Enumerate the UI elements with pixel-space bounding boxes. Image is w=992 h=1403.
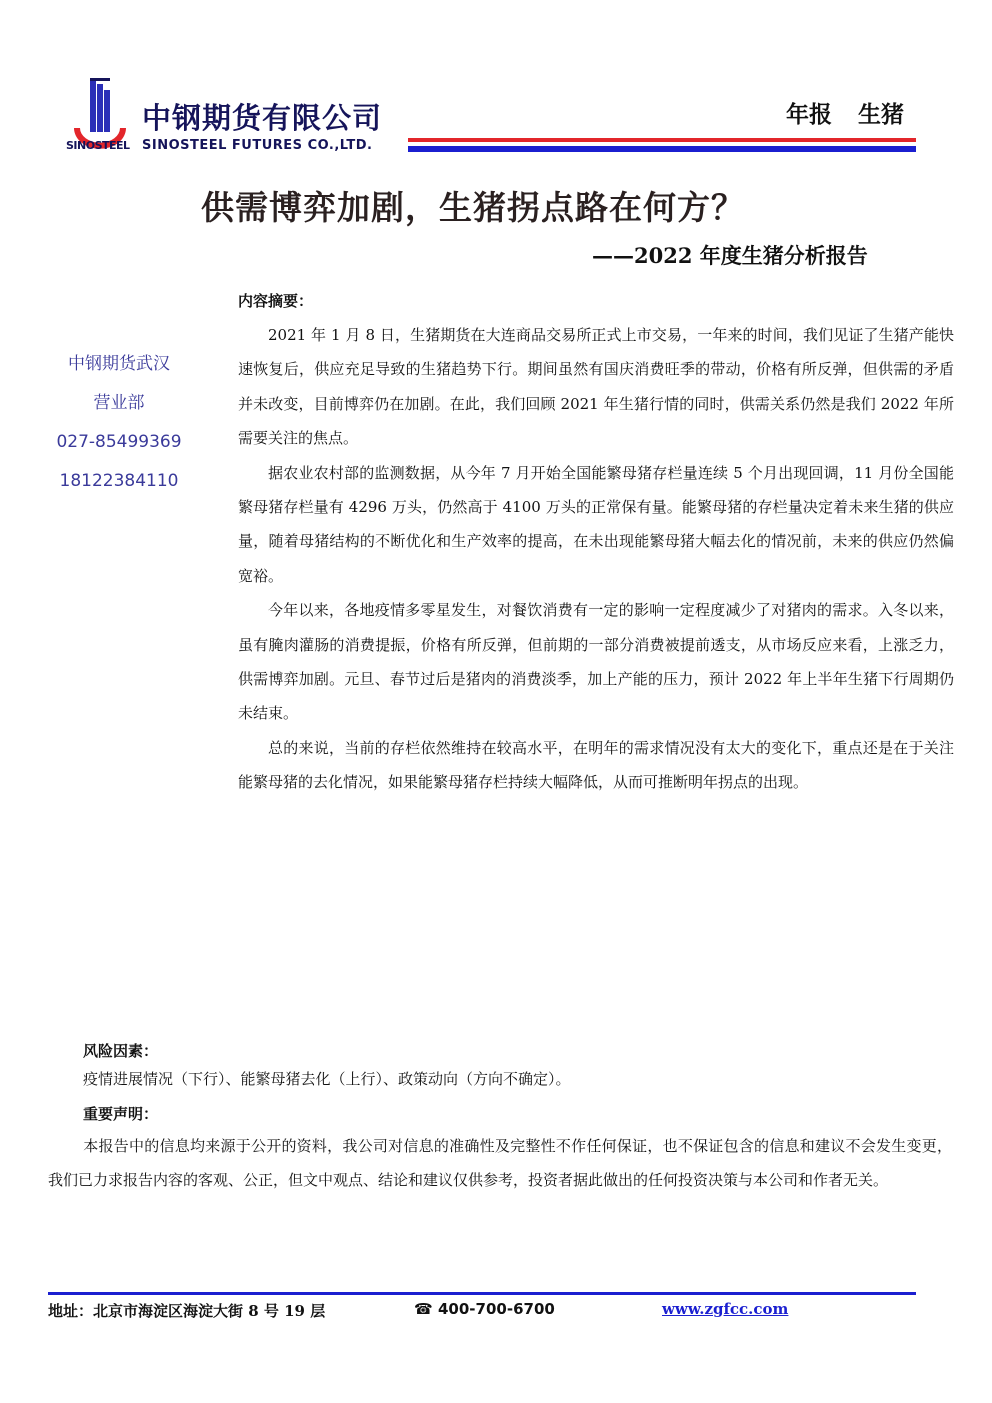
sidebar-department: 营业部 [93,393,145,413]
page-subtitle: ——2022 年度生猪分析报告 [592,243,868,268]
company-name-en: SINOSTEEL FUTURES CO.,LTD. [142,138,373,153]
notice-paragraph: 本报告中的信息均来源于公开的资料，我公司对信息的准确性及完整性不作任何保证，也不保证包含的信息和建议不会发生变更，我们已力求报告内容的客观、公正，但文中观点、结论和建议仅供参考，投资者据此做出的任何投资决策与本公司和作者无关。 [48,1137,952,1190]
risk-heading: 风险因素： [83,1042,159,1060]
abstract-paragraph: 今年以来，各地疫情多零星发生，对餐饮消费有一定的影响一定程度减少了对猪肉的需求。入冬以来，虽有腌肉灌肠的消费提振，价格有所反弹，但前期的一部分消费被提前透支，从市场反应来看，上涨乏力，供需博弈加剧。元旦、春节过后是猪肉的消费淡季，加上产能的压力，预计 2022 年上半年生猪下行周期仍未结束。 [238,601,954,723]
notice-body [48,1129,952,1198]
abstract-paragraph: 总的来说，当前的存栏依然维持在较高水平，在明年的需求情况没有太大的变化下，重点还是在于关注能繁母猪的去化情况，如果能繁母猪存栏持续大幅降低，从而可推断明年拐点的出现。 [238,738,954,792]
footer-phone [414,1300,555,1318]
abstract-heading: 内容摘要： [238,292,314,310]
footer-address: 地址：北京市海淀区海淀大街 8 号 19 层 [48,1302,326,1320]
sidebar-branch-name: 中钢期货武汉 [68,354,170,374]
contact-sidebar [30,350,208,506]
page-title-text: 供需博弈加剧，生猪拐点路在何方？ [201,188,745,227]
page-title [0,182,992,229]
sidebar-phone-landline: 027-85499369 [56,432,182,452]
telephone-icon: ☎ [414,1300,433,1318]
abstract-paragraph: 2021 年 1 月 8 日，生猪期货在大连商品交易所正式上市交易，一年来的时间，我们见证了生猪产能快速恢复后，供应充足导致的生猪趋势下行。期间虽然有国庆消费旺季的带动，价格有所反弹，但供需的矛盾并未改变，目前博弈仍在加剧。在此，我们回顾 2021 年生猪行情的同时，供需关系仍然是我们 2022 年所需要关注的焦点。 [238,326,954,448]
logo-wordmark: SINOSTEEL [66,139,130,152]
report-type-label [786,96,904,129]
footer-website-link[interactable]: www.zgfcc.com [662,1300,789,1318]
footer-phone-number: 400-700-6700 [438,1300,555,1318]
abstract-paragraph: 据农业农村部的监测数据，从今年 7 月开始全国能繁母猪存栏量连续 5 个月出现回调，11 月份全国能繁母猪存栏量有 4296 万头，仍然高于 4100 万头的正常保有量。能繁母猪的存栏量决定着未来生猪的供应量，随着母猪结构的不断优化和生产效率的提高，在未出现能繁母猪大幅去化的情况前，未来的供应仍然偏宽裕。 [238,463,954,585]
footer-divider [48,1292,916,1295]
header-divider-red [408,138,916,142]
sidebar-phone-mobile: 18122384110 [59,471,179,491]
report-type: 年报 [786,101,832,128]
risk-text: 疫情进展情况（下行）、能繁母猪去化（上行）、政策动向（方向不确定）。 [83,1070,571,1088]
notice-heading: 重要声明： [83,1105,159,1123]
report-category: 生猪 [858,101,904,128]
abstract-body [238,318,954,800]
company-name-cn: 中钢期货有限公司 [142,101,383,135]
header-divider-blue [408,146,916,152]
